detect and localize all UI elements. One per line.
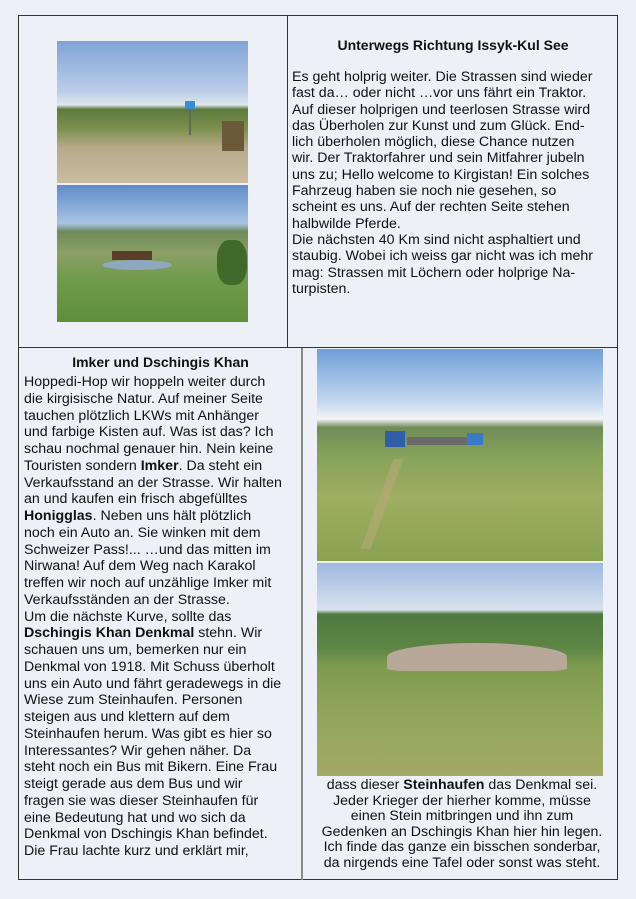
text-line: steigt gerade aus dem Bus und wir [24,776,243,792]
text-line: halbwilde Pferde. [292,215,401,232]
text-line: scheint es uns. Auf der rechten Seite stehen [292,199,570,216]
text-line: turpisten. [292,280,351,297]
text-line: Denkmal von 1918. Mit Schuss überholt [24,658,275,675]
text-line: an und kaufen ein frisch abgefülltes [24,491,248,508]
text-line: Auf dieser holprigen und teerlosen Strasse wird [292,101,591,118]
text-line: fragen sie was dieser Steinhaufen für [24,792,259,809]
text-line: Interessantes? Wir gehen näher. Da [24,742,252,759]
text-line: Fahrzeug haben sie noch nie gesehen, so [292,183,557,200]
text-line: Um die nächste Kurve, sollte das [24,608,232,625]
text-line: dass dieser Steinhaufen das Denkmal sei. [326,777,598,793]
text-line: mag: Strassen mit Löchern oder holprige Na- [292,264,576,281]
text-line: Verkaufsstand an der Strasse. Wir halten [24,474,282,491]
text-line: uns zu; Hello welcome to Kirgistan! Ein solches [292,166,590,183]
text-line: Honigglas. Neben uns hält plötzlich [24,508,252,524]
column-divider [287,15,288,348]
text-line: tauchen plötzlich LKWs mit Anhänger [24,407,260,424]
section-title: Imker und Dschingis Khan [72,354,249,370]
text-line: das Überholen zur Kunst und zum Glück. End- [292,117,585,134]
text-line: Verkaufsständen an der Strasse. [24,591,230,608]
text-line: staubig. Wobei ich weiss gar nicht was ich mehr [292,248,593,265]
text-line: Jeder Krieger der hierher komme, müsse [333,792,591,809]
text-line: Schweizer Pass!... …und das mitten im [24,541,271,558]
text-line: Denkmal von Dschingis Khan befindet. [24,826,268,843]
text-line: die kirgisische Natur. Auf meiner Seite [24,390,263,407]
text-line: steht noch ein Bus mit Bikern. Eine Frau [24,759,278,776]
text-line: Touristen sondern Imker. Da steht ein [24,457,263,474]
text-line: fast da… oder nicht …vor uns fährt ein Traktor. [292,85,587,102]
photo-caption [306,778,618,871]
text-line: Dschingis Khan Denkmal stehn. Wir [24,625,263,642]
text-line: Gedenken an Dschingis Khan hier hin legen. [321,823,603,840]
text-line: Wiese zum Steinhaufen. Personen [24,692,243,709]
text-line: uns ein Auto und fährt geradewegs in die [24,675,282,692]
photo-road-tractor [57,41,248,183]
text-line: schauen uns um, bemerken nur ein [24,642,247,658]
text-line: lich überholen möglich, diese Chance nutzen [292,134,575,151]
photo-stone-pile [317,563,603,776]
text-line: da nirgends eine Tafel oder sonst was steht. [323,854,601,871]
text-line: eine Bedeutung hat und wo sich da [24,809,246,826]
text-line: noch ein Auto an. Sie winken mit dem [24,524,261,541]
text-line: Ich finde das ganze ein bisschen sonderbar, [323,839,601,855]
text-line: Nirwana! Auf dem Weg nach Karakol [24,558,256,575]
text-line: Die nächsten 40 Km sind nicht asphaltiert und [292,231,581,248]
section-text [24,374,282,860]
text-line: Es geht holprig weiter. Die Strassen sind wieder [292,69,593,85]
photo-horses-pond [57,185,248,322]
section-title: Unterwegs Richtung Issyk-Kul See [337,37,569,53]
text-line: treffen wir noch auf unzählige Imker mit [24,575,272,591]
text-line: Steinhaufen herum. Was gibt es hier so [24,725,272,742]
text-line: und farbige Kisten auf. Was ist das? Ich [24,424,274,441]
text-line: einen Stein mitbringen und ihn zum [350,808,574,824]
text-line: Die Frau lachte kurz und erklärt mir, [24,843,249,859]
section-text [292,69,593,297]
text-line: steigen aus und klettern auf dem [24,709,230,725]
text-line: schau nochmal genauer hin. Nein keine [24,441,274,457]
text-line: Hoppedi-Hop wir hoppeln weiter durch [24,374,266,390]
text-line: wir. Der Traktorfahrer und sein Mitfahrer jubeln [292,150,585,167]
photo-trucks-meadow [317,349,603,561]
